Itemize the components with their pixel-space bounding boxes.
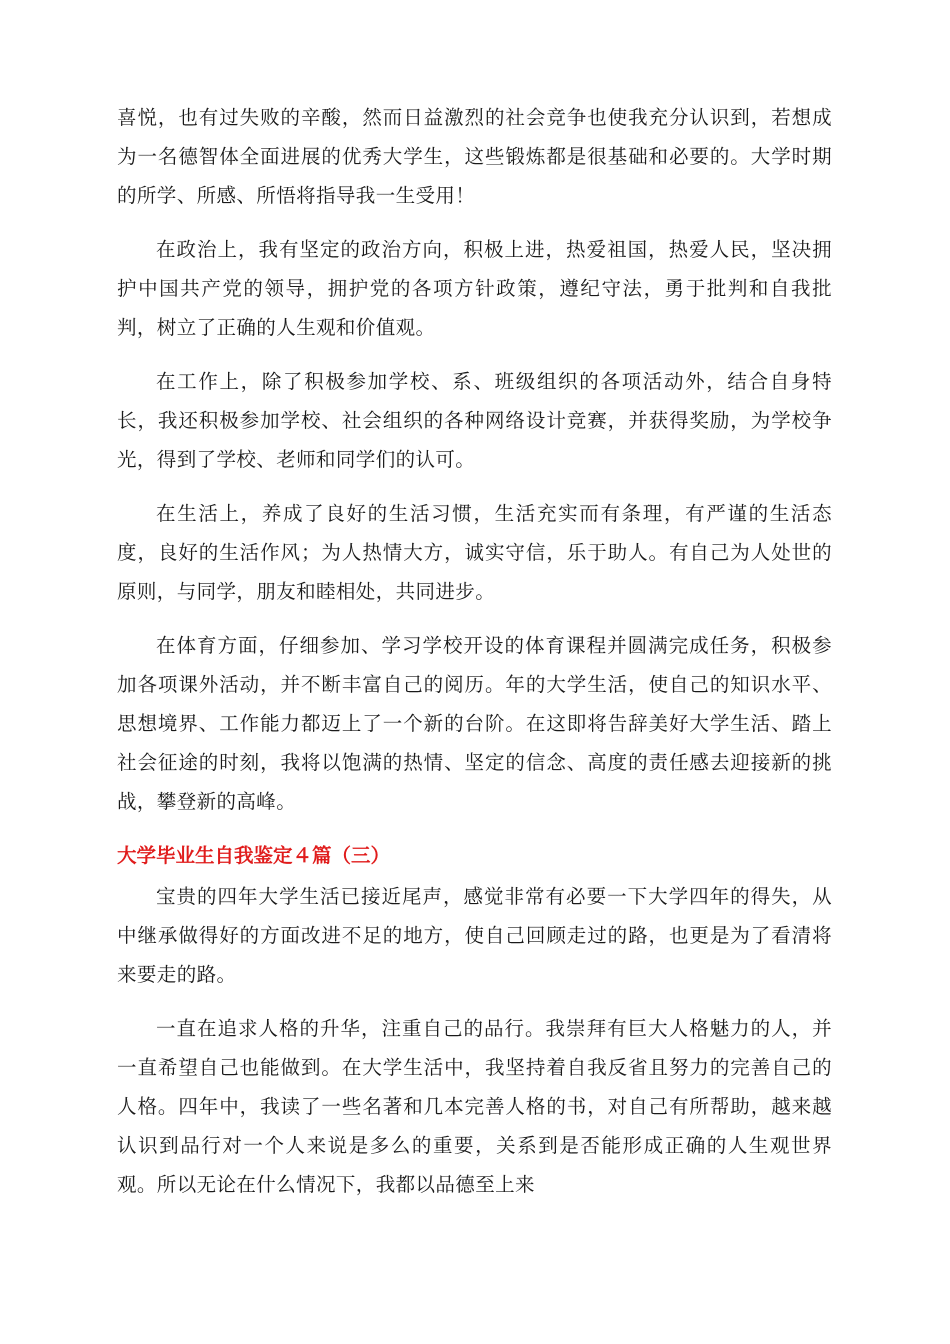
paragraph-politics: 在政治上，我有坚定的政治方向，积极上进，热爱祖国，热爱人民，坚决拥护中国共产党的领导，拥护党的各项方针政策，遵纪守法，勇于批判和自我批判，树立了正确的人生观和价值观。 [117, 238, 832, 339]
document-body [117, 98, 832, 1219]
section-heading: 大学毕业生自我鉴定４篇（三） [117, 844, 391, 867]
paragraph-life: 在生活上，养成了良好的生活习惯，生活充实而有条理，有严谨的生活态度，良好的生活作风；为人热情大方，诚实守信，乐于助人。有自己为人处世的原则，与同学，朋友和睦相处，共同进步。 [117, 502, 832, 603]
paragraph-work: 在工作上，除了积极参加学校、系、班级组织的各项活动外，结合自身特长，我还积极参加学校、社会组织的各种网络设计竞赛，并获得奖励，为学校争光，得到了学校、老师和同学们的认可。 [117, 370, 832, 471]
paragraph-intro: 宝贵的四年大学生活已接近尾声，感觉非常有必要一下大学四年的得失，从中继承做得好的方面改进不足的地方，使自己回顾走过的路，也更是为了看清将来要走的路。 [117, 885, 832, 986]
paragraph-sports: 在体育方面，仔细参加、学习学校开设的体育课程并圆满完成任务，积极参加各项课外活动，并不断丰富自己的阅历。年的大学生活，使自己的知识水平、思想境界、工作能力都迈上了一个新的台阶。在这即将告辞美好大学生活、踏上社会征途的时刻，我将以饱满的热情、坚定的信念、高度的责任感去迎接新的挑战，攀登新的高峰。 [117, 634, 832, 813]
paragraph-1: 喜悦，也有过失败的辛酸，然而日益激烈的社会竞争也使我充分认识到，若想成为一名德智体全面进展的优秀大学生，这些锻炼都是很基础和必要的。大学时期的所学、所感、所悟将指导我一生受用！ [117, 106, 832, 207]
paragraph-character: 一直在追求人格的升华，注重自己的品行。我崇拜有巨大人格魅力的人，并一直希望自己也能做到。在大学生活中，我坚持着自我反省且努力的完善自己的人格。四年中，我读了一些名著和几本完善人格的书，对自己有所帮助，越来越认识到品行对一个人来说是多么的重要，关系到是否能形成正确的人生观世界观。所以无论在什么情况下，我都以品德至上来 [117, 1017, 832, 1196]
